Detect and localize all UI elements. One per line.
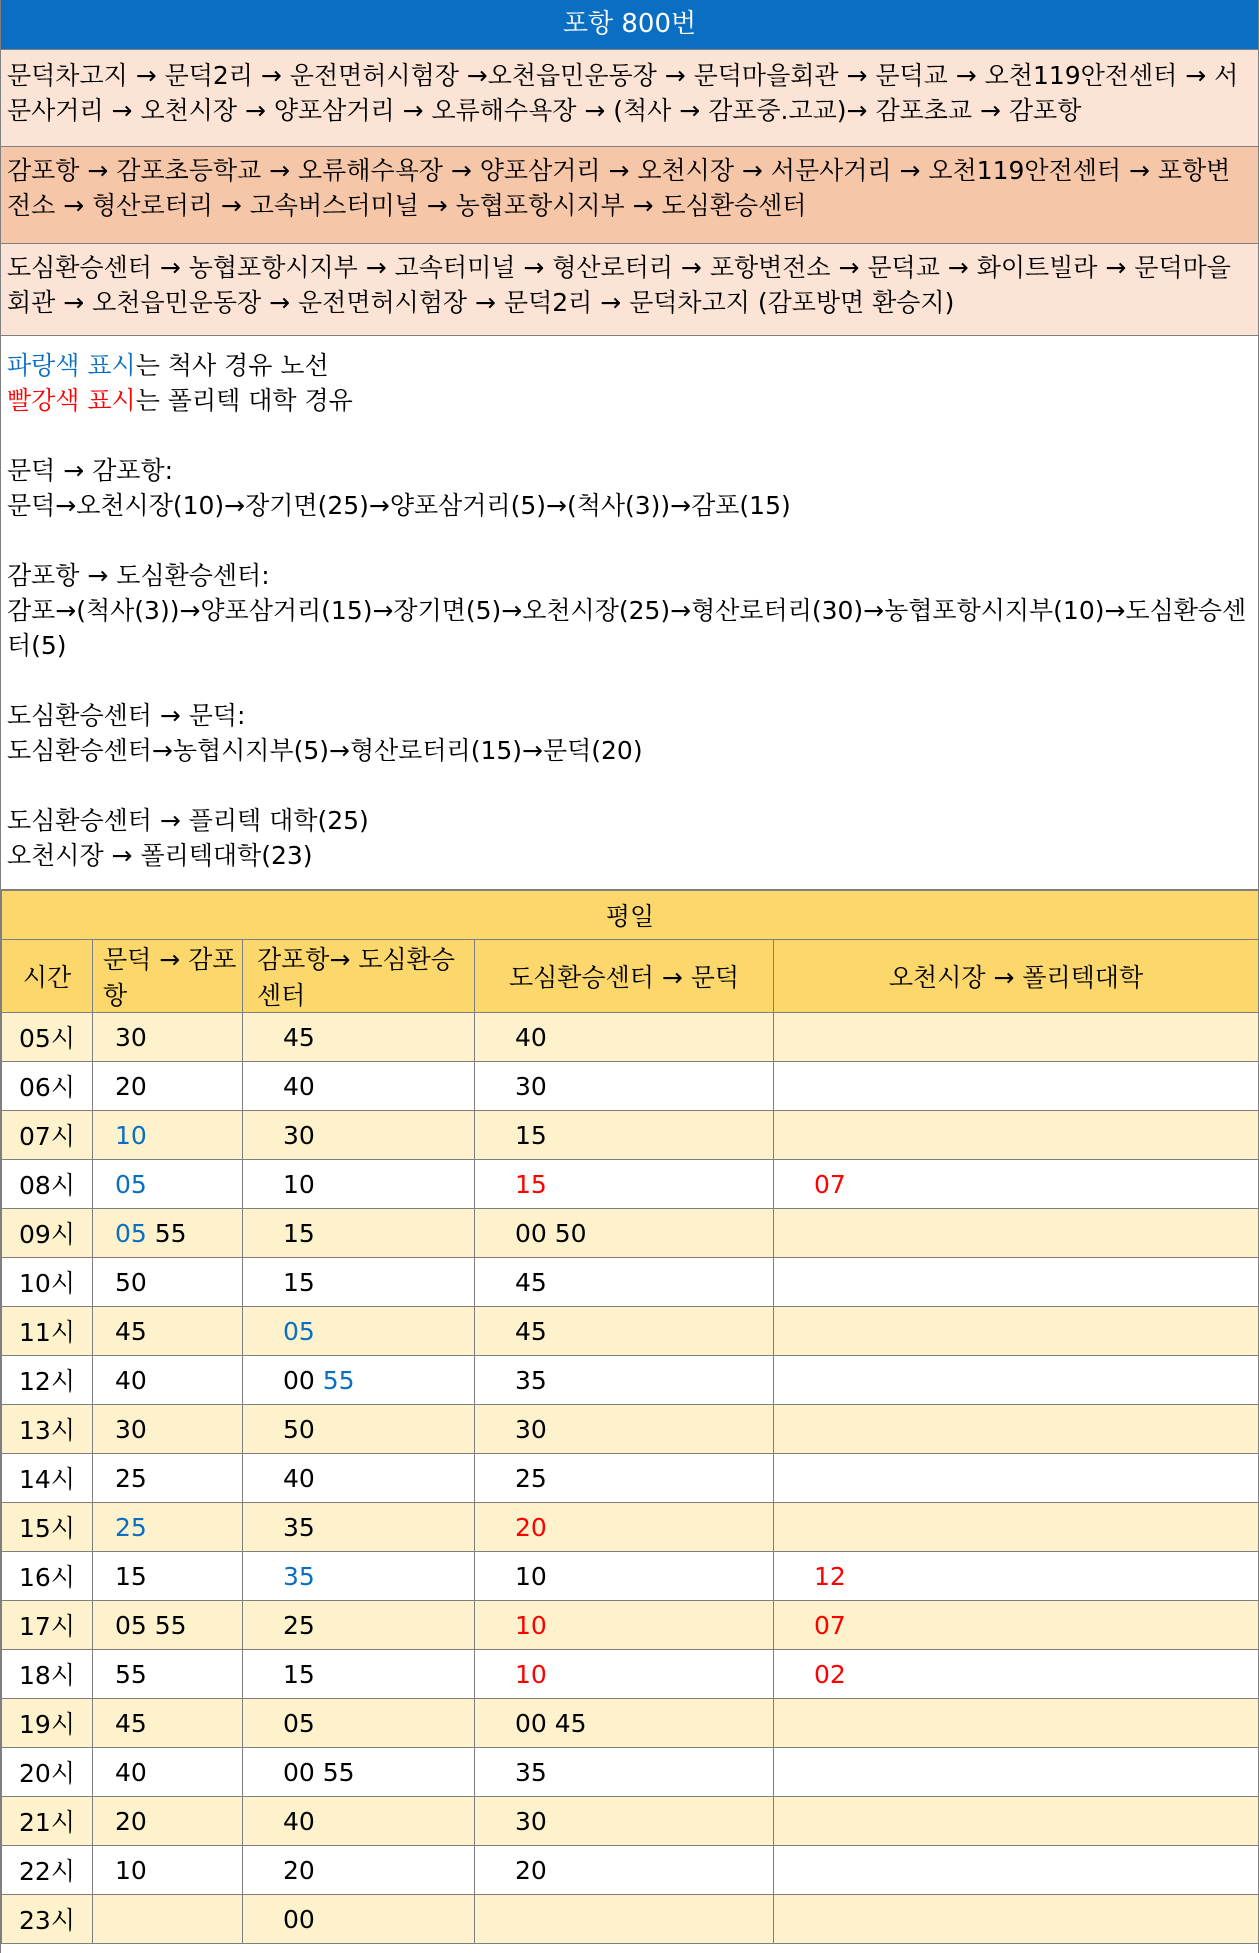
- departure-cell: [93, 1013, 243, 1062]
- column-header-munduk-gampo: 문덕 → 감포항: [93, 940, 243, 1013]
- departure-cell: [774, 1258, 1259, 1307]
- departure-cell: [243, 1062, 475, 1111]
- departure-minute: 15: [283, 1218, 315, 1248]
- departure-cell: [93, 1111, 243, 1160]
- departure-minute: 55: [154, 1218, 187, 1248]
- departure-minute: 45: [115, 1316, 147, 1346]
- column-header-time: 시간: [2, 940, 93, 1013]
- legend-blue-label: 파랑색 표시: [7, 351, 136, 380]
- hour-cell: 05시: [2, 1013, 93, 1062]
- page-title: 포항 800번: [1, 0, 1258, 50]
- hour-cell: 09시: [2, 1209, 93, 1258]
- hour-cell: 17시: [2, 1601, 93, 1650]
- departure-cell: [774, 1601, 1259, 1650]
- departure-cell: [475, 1797, 774, 1846]
- hour-cell: 16시: [2, 1552, 93, 1601]
- departure-cell: [93, 1552, 243, 1601]
- departure-cell: [243, 1013, 475, 1062]
- departure-minute: 40: [115, 1757, 147, 1787]
- departure-cell: [774, 1405, 1259, 1454]
- departure-cell: [774, 1846, 1259, 1895]
- extra-note: 오천시장 → 폴리텍대학(23): [7, 841, 313, 870]
- departure-minute: 35: [515, 1365, 547, 1395]
- departure-minute: 05: [283, 1708, 315, 1738]
- departure-cell: [774, 1454, 1259, 1503]
- table-row: [2, 1111, 1259, 1160]
- departure-cell: [93, 1356, 243, 1405]
- departure-minute: 07: [814, 1610, 846, 1640]
- departure-minute: 40: [283, 1806, 315, 1836]
- departure-cell: [93, 1405, 243, 1454]
- departure-minute: 05: [115, 1610, 147, 1640]
- departure-minute: 30: [515, 1071, 547, 1101]
- departure-cell: [475, 1160, 774, 1209]
- departure-cell: [475, 1748, 774, 1797]
- departure-minute: 40: [515, 1022, 547, 1052]
- departure-minute: 40: [283, 1463, 315, 1493]
- departure-cell: [774, 1503, 1259, 1552]
- legend-red: [7, 383, 1252, 418]
- departure-minute: 10: [515, 1659, 547, 1689]
- departure-cell: [774, 1797, 1259, 1846]
- departure-minute: 50: [554, 1218, 587, 1248]
- departure-cell: [475, 1013, 774, 1062]
- route-description-1: 문덕차고지 → 문덕2리 → 운전면허시험장 →오천읍민운동장 → 문덕마을회관 → 문덕교 → 오천119안전센터 → 서문사거리 → 오천시장 → 양포삼거리 → 오류해수욕장 → (척사 → 감포중.고교)→ 감포초교 → 감포항: [1, 50, 1258, 147]
- departure-cell: [475, 1356, 774, 1405]
- table-row: [2, 1062, 1259, 1111]
- departure-minute: 10: [283, 1169, 315, 1199]
- timetable: [1, 890, 1259, 1944]
- note-heading: 감포항 → 도심환승센터:: [7, 561, 270, 590]
- table-row: [2, 1895, 1259, 1944]
- departure-cell: [93, 1454, 243, 1503]
- table-row: [2, 1748, 1259, 1797]
- departure-minute: 15: [515, 1120, 547, 1150]
- departure-minute: 25: [115, 1463, 147, 1493]
- departure-cell: [774, 1307, 1259, 1356]
- departure-cell: [774, 1111, 1259, 1160]
- note-detail: 문덕→오천시장(10)→장기면(25)→양포삼거리(5)→(척사(3))→감포(15): [7, 491, 791, 520]
- hour-cell: 19시: [2, 1699, 93, 1748]
- departure-cell: [93, 1748, 243, 1797]
- departure-cell: [475, 1846, 774, 1895]
- table-row: [2, 1307, 1259, 1356]
- departure-cell: [93, 1258, 243, 1307]
- departure-minute: 15: [115, 1561, 147, 1591]
- note-heading: 문덕 → 감포항:: [7, 456, 174, 485]
- hour-cell: 23시: [2, 1895, 93, 1944]
- departure-minute: 00: [283, 1904, 315, 1934]
- departure-minute: 45: [554, 1708, 587, 1738]
- departure-cell: [243, 1895, 475, 1944]
- departure-cell: [774, 1699, 1259, 1748]
- departure-minute: 20: [115, 1806, 147, 1836]
- departure-minute: 55: [322, 1757, 355, 1787]
- departure-minute: 30: [115, 1414, 147, 1444]
- departure-minute: 55: [322, 1365, 355, 1395]
- legend-blue: [7, 348, 1252, 383]
- table-row: [2, 1552, 1259, 1601]
- departure-minute: 25: [115, 1512, 147, 1542]
- hour-cell: 14시: [2, 1454, 93, 1503]
- table-header-row: [2, 940, 1259, 1013]
- departure-cell: [93, 1846, 243, 1895]
- departure-minute: 30: [515, 1414, 547, 1444]
- departure-cell: [93, 1650, 243, 1699]
- departure-minute: 07: [814, 1169, 846, 1199]
- table-row: [2, 1405, 1259, 1454]
- table-row: [2, 1209, 1259, 1258]
- departure-cell: [93, 1699, 243, 1748]
- departure-minute: 25: [515, 1463, 547, 1493]
- departure-cell: [93, 1209, 243, 1258]
- departure-cell: [475, 1503, 774, 1552]
- departure-cell: [475, 1111, 774, 1160]
- table-row: [2, 1797, 1259, 1846]
- departure-minute: 15: [283, 1659, 315, 1689]
- departure-minute: 30: [515, 1806, 547, 1836]
- column-header-ocheon-polytech: 오천시장 → 폴리텍대학: [774, 940, 1259, 1013]
- departure-minute: 00: [515, 1218, 547, 1248]
- departure-cell: [243, 1209, 475, 1258]
- departure-minute: 30: [115, 1022, 147, 1052]
- departure-cell: [774, 1160, 1259, 1209]
- departure-minute: 20: [283, 1855, 315, 1885]
- hour-cell: 11시: [2, 1307, 93, 1356]
- hour-cell: 15시: [2, 1503, 93, 1552]
- departure-minute: 00: [283, 1365, 315, 1395]
- departure-cell: [475, 1895, 774, 1944]
- table-row: [2, 1699, 1259, 1748]
- departure-minute: 25: [283, 1610, 315, 1640]
- table-row: [2, 1454, 1259, 1503]
- departure-cell: [774, 1013, 1259, 1062]
- table-row: [2, 1601, 1259, 1650]
- departure-minute: 10: [515, 1610, 547, 1640]
- departure-cell: [774, 1895, 1259, 1944]
- table-row: [2, 1013, 1259, 1062]
- table-row: [2, 1846, 1259, 1895]
- departure-cell: [475, 1454, 774, 1503]
- departure-cell: [243, 1307, 475, 1356]
- departure-minute: 10: [515, 1561, 547, 1591]
- route-notes: [1, 336, 1258, 890]
- departure-minute: 45: [515, 1316, 547, 1346]
- departure-minute: 05: [283, 1316, 315, 1346]
- hour-cell: 06시: [2, 1062, 93, 1111]
- departure-cell: [774, 1062, 1259, 1111]
- departure-minute: 20: [515, 1512, 547, 1542]
- departure-cell: [243, 1356, 475, 1405]
- route-description-3: 도심환승센터 → 농협포항시지부 → 고속터미널 → 형산로터리 → 포항변전소 → 문덕교 → 화이트빌라 → 문덕마을회관 → 오천읍민운동장 → 운전면허시험장 → 문덕2리 → 문덕차고지 (감포방면 환승지): [1, 244, 1258, 336]
- legend-red-label: 빨강색 표시: [7, 386, 136, 415]
- departure-minute: 35: [283, 1512, 315, 1542]
- departure-cell: [475, 1405, 774, 1454]
- departure-cell: [774, 1356, 1259, 1405]
- departure-minute: 40: [283, 1071, 315, 1101]
- departure-cell: [774, 1552, 1259, 1601]
- departure-cell: [475, 1699, 774, 1748]
- departure-minute: 15: [515, 1169, 547, 1199]
- departure-minute: 45: [283, 1022, 315, 1052]
- hour-cell: 08시: [2, 1160, 93, 1209]
- departure-cell: [475, 1552, 774, 1601]
- departure-cell: [243, 1601, 475, 1650]
- departure-minute: 15: [283, 1267, 315, 1297]
- departure-minute: 00: [515, 1708, 547, 1738]
- note-detail: 도심환승센터→농협시지부(5)→형산로터리(15)→문덕(20): [7, 736, 643, 765]
- day-label: 평일: [2, 891, 1259, 940]
- departure-minute: 45: [115, 1708, 147, 1738]
- departure-minute: 10: [115, 1855, 147, 1885]
- departure-minute: 20: [515, 1855, 547, 1885]
- departure-cell: [243, 1258, 475, 1307]
- departure-cell: [243, 1846, 475, 1895]
- departure-cell: [243, 1405, 475, 1454]
- departure-cell: [93, 1601, 243, 1650]
- departure-cell: [93, 1307, 243, 1356]
- hour-cell: 21시: [2, 1797, 93, 1846]
- departure-minute: 00: [283, 1757, 315, 1787]
- departure-cell: [774, 1650, 1259, 1699]
- departure-cell: [475, 1209, 774, 1258]
- departure-cell: [475, 1062, 774, 1111]
- departure-cell: [243, 1650, 475, 1699]
- column-header-gampo-center: 감포항→ 도심환승센터: [243, 940, 475, 1013]
- legend-blue-text: 는 척사 경유 노선: [135, 351, 329, 380]
- departure-cell: [243, 1454, 475, 1503]
- departure-cell: [475, 1601, 774, 1650]
- departure-minute: 35: [515, 1757, 547, 1787]
- departure-cell: [243, 1160, 475, 1209]
- departure-cell: [243, 1503, 475, 1552]
- departure-cell: [243, 1748, 475, 1797]
- hour-cell: 10시: [2, 1258, 93, 1307]
- departure-minute: 20: [115, 1071, 147, 1101]
- departure-cell: [774, 1748, 1259, 1797]
- departure-cell: [475, 1650, 774, 1699]
- note-detail: 감포→(척사(3))→양포삼거리(15)→장기면(5)→오천시장(25)→형산로터리(30)→농협포항시지부(10)→도심환승센터(5): [7, 596, 1247, 660]
- departure-minute: 40: [115, 1365, 147, 1395]
- departure-minute: 45: [515, 1267, 547, 1297]
- hour-cell: 07시: [2, 1111, 93, 1160]
- legend-red-text: 는 폴리텍 대학 경유: [135, 386, 353, 415]
- table-row: [2, 1650, 1259, 1699]
- departure-minute: 55: [115, 1659, 147, 1689]
- departure-cell: [93, 1062, 243, 1111]
- hour-cell: 12시: [2, 1356, 93, 1405]
- departure-minute: 05: [115, 1169, 147, 1199]
- table-row: [2, 1503, 1259, 1552]
- table-row: [2, 1160, 1259, 1209]
- departure-minute: 05: [115, 1218, 147, 1248]
- note-heading: 도심환승센터 → 문덕:: [7, 701, 246, 730]
- hour-cell: 13시: [2, 1405, 93, 1454]
- hour-cell: 20시: [2, 1748, 93, 1797]
- departure-cell: [243, 1797, 475, 1846]
- departure-minute: 35: [283, 1561, 315, 1591]
- departure-cell: [243, 1552, 475, 1601]
- departure-minute: 55: [154, 1610, 187, 1640]
- departure-cell: [93, 1503, 243, 1552]
- departure-minute: 02: [814, 1659, 846, 1689]
- departure-cell: [243, 1699, 475, 1748]
- departure-minute: 50: [283, 1414, 315, 1444]
- timetable-body: [2, 1013, 1259, 1944]
- table-row: [2, 1356, 1259, 1405]
- departure-cell: [774, 1209, 1259, 1258]
- departure-cell: [93, 1895, 243, 1944]
- hour-cell: 22시: [2, 1846, 93, 1895]
- hour-cell: 18시: [2, 1650, 93, 1699]
- departure-cell: [93, 1797, 243, 1846]
- departure-cell: [475, 1307, 774, 1356]
- departure-cell: [243, 1111, 475, 1160]
- departure-minute: 30: [283, 1120, 315, 1150]
- departure-cell: [475, 1258, 774, 1307]
- departure-cell: [93, 1160, 243, 1209]
- departure-minute: 50: [115, 1267, 147, 1297]
- departure-minute: 12: [814, 1561, 846, 1591]
- extra-note: 도심환승센터 → 플리텍 대학(25): [7, 806, 369, 835]
- route-description-2: 감포항 → 감포초등학교 → 오류해수욕장 → 양포삼거리 → 오천시장 → 서문사거리 → 오천119안전센터 → 포항변전소 → 형산로터리 → 고속버스터미널 → 농협포항시지부 → 도심환승센터: [1, 147, 1258, 244]
- departure-minute: 10: [115, 1120, 147, 1150]
- table-row: [2, 1258, 1259, 1307]
- column-header-center-munduk: 도심환승센터 → 문덕: [475, 940, 774, 1013]
